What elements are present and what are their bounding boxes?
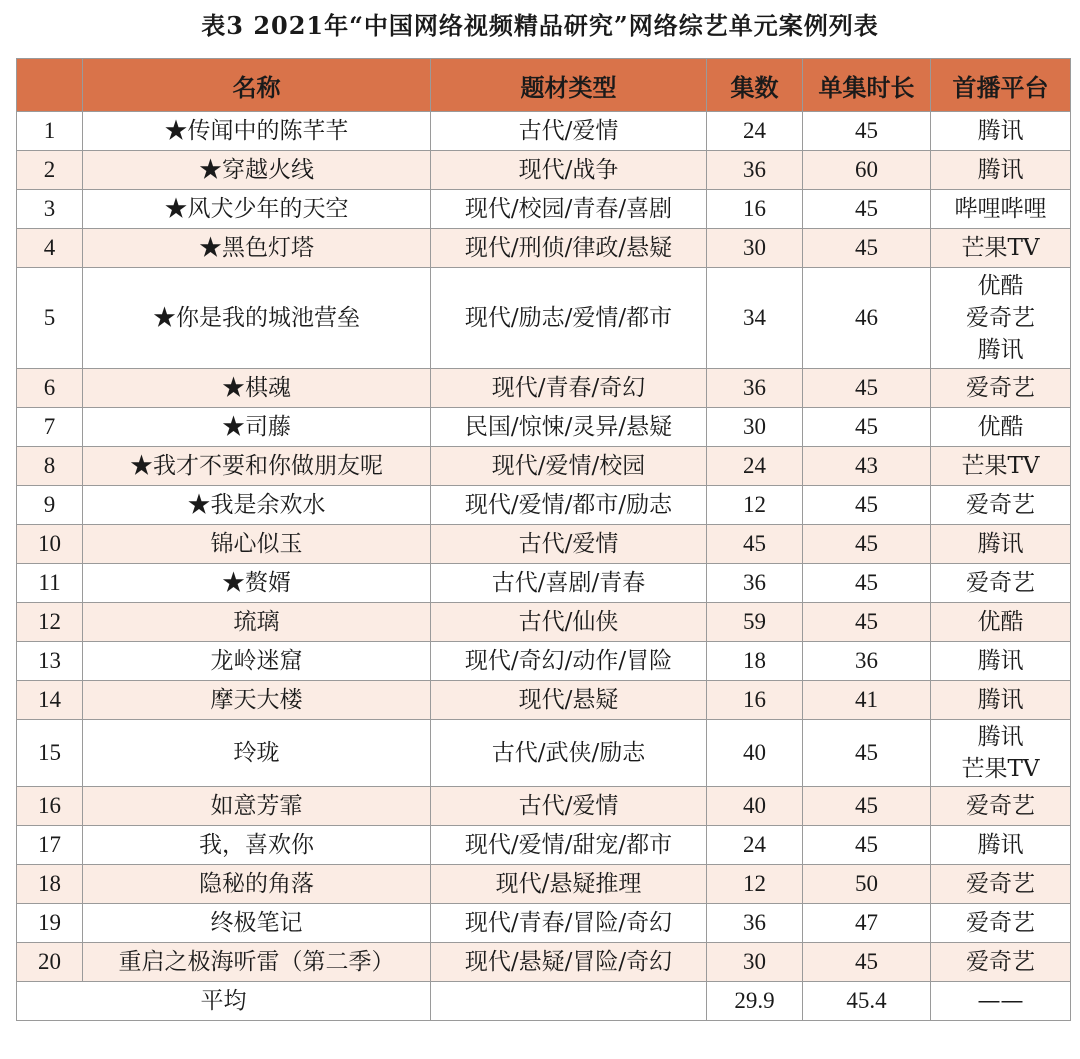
cell-episodes: 36 — [707, 904, 803, 943]
cell-name: 隐秘的角落 — [83, 865, 431, 904]
cell-name: ★你是我的城池营垒 — [83, 268, 431, 369]
table-row — [17, 369, 1071, 408]
table-row — [17, 642, 1071, 681]
cell-name: ★穿越火线 — [83, 151, 431, 190]
cell-duration: 50 — [803, 865, 931, 904]
platform-name: 腾讯 — [977, 531, 1024, 557]
platform-name: 优酷 — [977, 414, 1024, 440]
cell-name: 重启之极海听雷（第二季） — [83, 943, 431, 982]
table-row — [17, 190, 1071, 229]
platform-name: 腾讯 — [977, 832, 1024, 858]
cell-name: ★我是余欢水 — [83, 486, 431, 525]
cell-platform — [931, 369, 1071, 408]
cell-genre: 现代/励志/爱情/都市 — [431, 268, 707, 369]
summary-label: 平均 — [17, 982, 431, 1021]
cell-duration: 47 — [803, 904, 931, 943]
cell-name: ★黑色灯塔 — [83, 229, 431, 268]
cell-name: 龙岭迷窟 — [83, 642, 431, 681]
cell-genre: 古代/爱情 — [431, 787, 707, 826]
cell-duration: 45 — [803, 943, 931, 982]
cell-episodes: 18 — [707, 642, 803, 681]
cell-genre: 古代/武侠/励志 — [431, 720, 707, 787]
cell-platform — [931, 151, 1071, 190]
cell-duration: 45 — [803, 525, 931, 564]
cell-index: 17 — [17, 826, 83, 865]
cell-name: ★棋魂 — [83, 369, 431, 408]
platform-name: 芒果TV — [961, 756, 1040, 782]
summary-duration: 45.4 — [803, 982, 931, 1021]
cell-genre: 古代/喜剧/青春 — [431, 564, 707, 603]
table-row — [17, 603, 1071, 642]
cell-name: ★我才不要和你做朋友呢 — [83, 447, 431, 486]
cell-genre: 现代/奇幻/动作/冒险 — [431, 642, 707, 681]
cell-episodes: 34 — [707, 268, 803, 369]
table-row — [17, 151, 1071, 190]
table-row — [17, 229, 1071, 268]
cell-index: 14 — [17, 681, 83, 720]
cell-index: 4 — [17, 229, 83, 268]
cell-index: 8 — [17, 447, 83, 486]
cell-duration: 45 — [803, 190, 931, 229]
cell-platform — [931, 943, 1071, 982]
platform-name: 芒果TV — [961, 453, 1040, 479]
drama-case-table — [16, 58, 1071, 1021]
cell-index: 9 — [17, 486, 83, 525]
cell-genre: 现代/悬疑 — [431, 681, 707, 720]
cell-name: ★司藤 — [83, 408, 431, 447]
cell-duration: 60 — [803, 151, 931, 190]
cell-duration: 41 — [803, 681, 931, 720]
table-row — [17, 112, 1071, 151]
cell-genre: 现代/战争 — [431, 151, 707, 190]
cell-platform — [931, 603, 1071, 642]
cell-genre: 现代/刑侦/律政/悬疑 — [431, 229, 707, 268]
cell-episodes: 59 — [707, 603, 803, 642]
cell-duration: 45 — [803, 408, 931, 447]
cell-episodes: 16 — [707, 190, 803, 229]
cell-genre: 古代/仙侠 — [431, 603, 707, 642]
platform-name: 腾讯 — [977, 118, 1024, 144]
cell-index: 11 — [17, 564, 83, 603]
platform-name: 爱奇艺 — [966, 305, 1035, 331]
cell-genre: 现代/校园/青春/喜剧 — [431, 190, 707, 229]
cell-episodes: 36 — [707, 369, 803, 408]
platform-name: 腾讯 — [977, 724, 1024, 750]
cell-platform — [931, 826, 1071, 865]
cell-name: 终极笔记 — [83, 904, 431, 943]
cell-index: 13 — [17, 642, 83, 681]
cell-name: 锦心似玉 — [83, 525, 431, 564]
platform-name: 优酷 — [977, 609, 1024, 635]
cell-genre: 现代/爱情/校园 — [431, 447, 707, 486]
platform-name: 爱奇艺 — [966, 871, 1035, 897]
cell-genre: 现代/青春/奇幻 — [431, 369, 707, 408]
cell-duration: 45 — [803, 369, 931, 408]
cell-platform — [931, 564, 1071, 603]
header-row — [17, 59, 1071, 112]
header-episodes: 集数 — [707, 59, 803, 112]
cell-index: 15 — [17, 720, 83, 787]
cell-platform — [931, 190, 1071, 229]
summary-genre-empty — [431, 982, 707, 1021]
cell-name: ★风犬少年的天空 — [83, 190, 431, 229]
platform-name: 腾讯 — [977, 687, 1024, 713]
cell-index: 16 — [17, 787, 83, 826]
table-row — [17, 447, 1071, 486]
table-row — [17, 787, 1071, 826]
summary-row — [17, 982, 1071, 1021]
platform-name: 爱奇艺 — [966, 793, 1035, 819]
cell-name: ★赘婿 — [83, 564, 431, 603]
cell-episodes: 12 — [707, 486, 803, 525]
cell-platform — [931, 720, 1071, 787]
cell-name: 琉璃 — [83, 603, 431, 642]
cell-genre: 现代/爱情/都市/励志 — [431, 486, 707, 525]
cell-duration: 43 — [803, 447, 931, 486]
platform-name: 腾讯 — [977, 648, 1024, 674]
cell-platform — [931, 112, 1071, 151]
cell-name: 如意芳霏 — [83, 787, 431, 826]
cell-episodes: 36 — [707, 564, 803, 603]
cell-genre: 古代/爱情 — [431, 112, 707, 151]
cell-episodes: 12 — [707, 865, 803, 904]
cell-index: 18 — [17, 865, 83, 904]
cell-episodes: 16 — [707, 681, 803, 720]
cell-platform — [931, 642, 1071, 681]
cell-platform — [931, 525, 1071, 564]
cell-episodes: 40 — [707, 787, 803, 826]
platform-name: 芒果TV — [961, 235, 1040, 261]
cell-duration: 45 — [803, 112, 931, 151]
platform-name: 爱奇艺 — [966, 949, 1035, 975]
cell-episodes: 36 — [707, 151, 803, 190]
summary-platform: —— — [931, 982, 1071, 1021]
cell-episodes: 45 — [707, 525, 803, 564]
header-platform: 首播平台 — [931, 59, 1071, 112]
cell-genre: 现代/悬疑推理 — [431, 865, 707, 904]
platform-name: 哔哩哔哩 — [954, 196, 1047, 222]
platform-name: 爱奇艺 — [966, 492, 1035, 518]
cell-index: 1 — [17, 112, 83, 151]
cell-episodes: 30 — [707, 408, 803, 447]
cell-index: 3 — [17, 190, 83, 229]
table-row — [17, 943, 1071, 982]
header-duration: 单集时长 — [803, 59, 931, 112]
table-row — [17, 904, 1071, 943]
cell-duration: 45 — [803, 564, 931, 603]
cell-duration: 45 — [803, 720, 931, 787]
cell-duration: 45 — [803, 603, 931, 642]
cell-platform — [931, 865, 1071, 904]
cell-episodes: 24 — [707, 447, 803, 486]
cell-index: 20 — [17, 943, 83, 982]
cell-platform — [931, 268, 1071, 369]
cell-genre: 现代/悬疑/冒险/奇幻 — [431, 943, 707, 982]
cell-name: 我，喜欢你 — [83, 826, 431, 865]
table-body — [17, 112, 1071, 982]
cell-platform — [931, 408, 1071, 447]
cell-episodes: 40 — [707, 720, 803, 787]
table-row — [17, 486, 1071, 525]
cell-platform — [931, 904, 1071, 943]
cell-genre: 古代/爱情 — [431, 525, 707, 564]
cell-name: 摩天大楼 — [83, 681, 431, 720]
platform-name: 爱奇艺 — [966, 570, 1035, 596]
cell-genre: 现代/爱情/甜宠/都市 — [431, 826, 707, 865]
platform-name: 优酷 — [977, 273, 1024, 299]
table-caption: 表3 2021年“中国网络视频精品研究”网络综艺单元案例列表 — [201, 11, 879, 40]
cell-duration: 46 — [803, 268, 931, 369]
cell-index: 5 — [17, 268, 83, 369]
cell-platform — [931, 447, 1071, 486]
header-index — [17, 59, 83, 112]
summary-episodes: 29.9 — [707, 982, 803, 1021]
cell-duration: 45 — [803, 826, 931, 865]
table-row — [17, 720, 1071, 787]
cell-episodes: 24 — [707, 112, 803, 151]
cell-name: 玲珑 — [83, 720, 431, 787]
cell-duration: 36 — [803, 642, 931, 681]
cell-duration: 45 — [803, 486, 931, 525]
cell-index: 6 — [17, 369, 83, 408]
cell-duration: 45 — [803, 787, 931, 826]
table-row — [17, 865, 1071, 904]
cell-index: 19 — [17, 904, 83, 943]
cell-index: 10 — [17, 525, 83, 564]
header-name: 名称 — [83, 59, 431, 112]
platform-name: 爱奇艺 — [966, 910, 1035, 936]
cell-index: 7 — [17, 408, 83, 447]
cell-platform — [931, 787, 1071, 826]
table-row — [17, 268, 1071, 369]
platform-name: 腾讯 — [977, 337, 1024, 363]
cell-episodes: 24 — [707, 826, 803, 865]
platform-name: 腾讯 — [977, 157, 1024, 183]
cell-genre: 民国/惊悚/灵异/悬疑 — [431, 408, 707, 447]
cell-duration: 45 — [803, 229, 931, 268]
cell-index: 12 — [17, 603, 83, 642]
cell-platform — [931, 486, 1071, 525]
table-row — [17, 681, 1071, 720]
table-row — [17, 564, 1071, 603]
cell-genre: 现代/青春/冒险/奇幻 — [431, 904, 707, 943]
cell-platform — [931, 229, 1071, 268]
cell-name: ★传闻中的陈芊芊 — [83, 112, 431, 151]
cell-episodes: 30 — [707, 943, 803, 982]
table-row — [17, 408, 1071, 447]
platform-name: 爱奇艺 — [966, 375, 1035, 401]
cell-platform — [931, 681, 1071, 720]
table-row — [17, 525, 1071, 564]
header-genre: 题材类型 — [431, 59, 707, 112]
cell-index: 2 — [17, 151, 83, 190]
table-row — [17, 826, 1071, 865]
cell-episodes: 30 — [707, 229, 803, 268]
